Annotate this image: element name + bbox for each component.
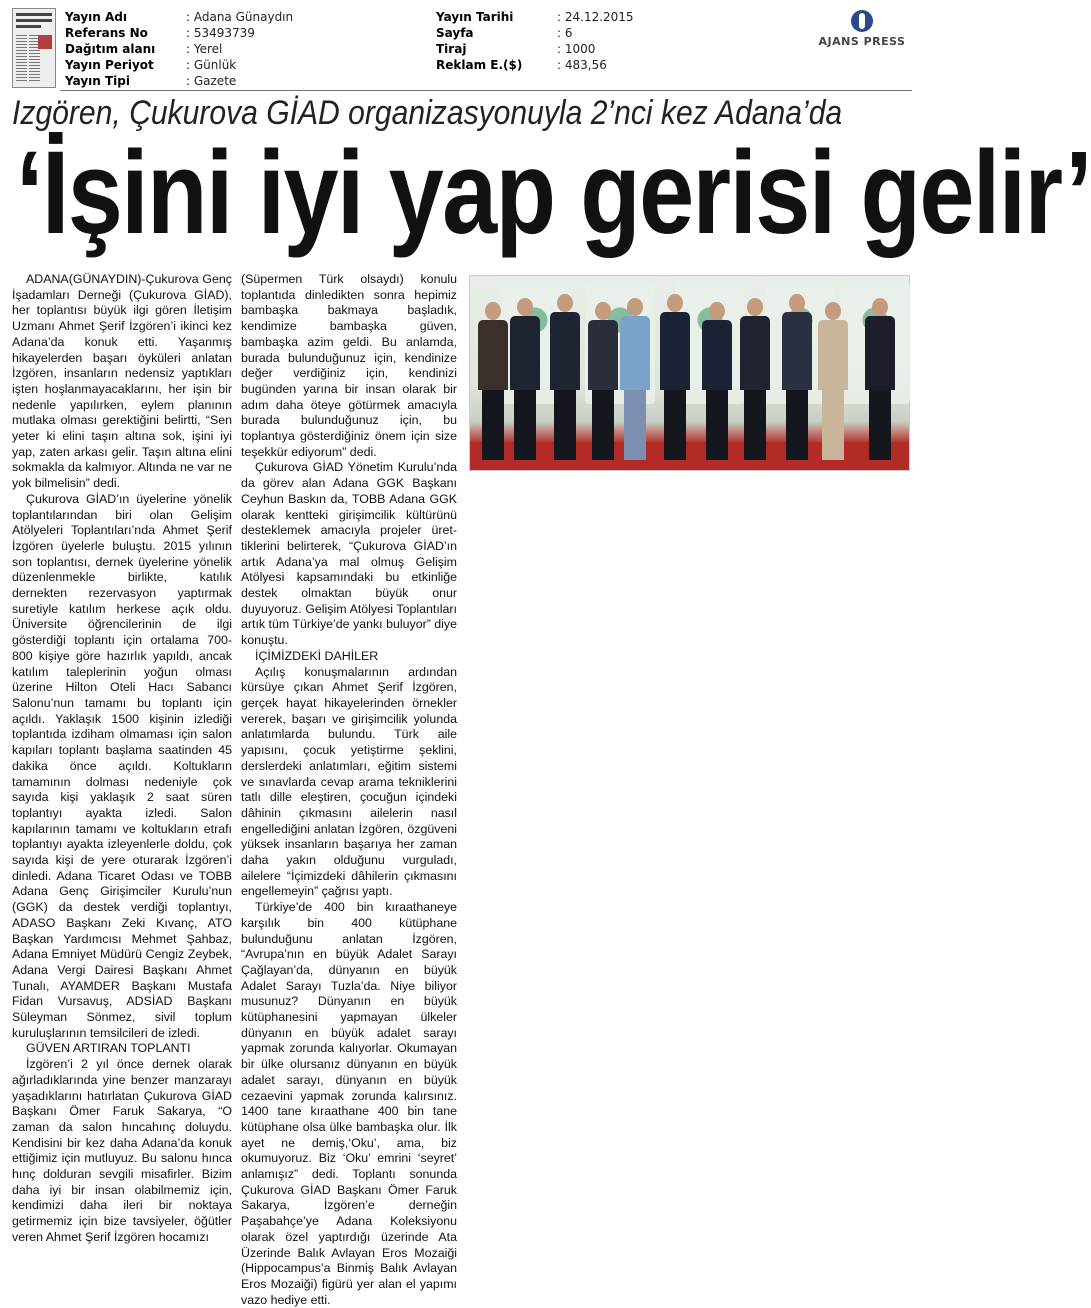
meta-value: : 6	[557, 26, 573, 40]
article-subhead: Izgören, Çukurova GİAD organizasyonuyla 2’nci kez Adana’da	[12, 94, 843, 132]
meta-key: Sayfa	[436, 26, 474, 40]
meta-value: : 1000	[557, 42, 596, 56]
meta-value: : 483,56	[557, 58, 607, 72]
meta-key: Yayın Adı	[65, 10, 127, 24]
meta-row	[436, 57, 634, 73]
meta-value: : Günlük	[186, 58, 237, 72]
photo-person	[818, 302, 848, 460]
article-headline: ‘İşini iyi yap gerisi gelir’	[16, 127, 1091, 259]
ajans-press-logo	[814, 10, 910, 52]
article-column-1	[12, 272, 232, 1246]
meta-value: : 53493739	[186, 26, 255, 40]
meta-row	[65, 9, 293, 25]
section-heading: İÇİMİZDEKİ DAHİLER	[255, 648, 379, 663]
meta-row	[65, 57, 293, 73]
photo-person	[478, 302, 508, 460]
meta-row	[436, 41, 634, 57]
article-column-2	[241, 272, 457, 1308]
photo-person	[702, 302, 732, 460]
photo-person	[588, 302, 618, 460]
meta-row	[65, 41, 293, 57]
meta-key: Reklam E.($)	[436, 58, 523, 72]
photo-person	[510, 298, 540, 460]
meta-row	[436, 9, 634, 25]
meta-key: Yayın Tarihi	[436, 10, 514, 24]
article-paragraph: Türkiye’de 400 bin kıraathaneye karşılık bin 400 kütüphane bulunduğunu anlatan İzgören, “Avrupa’nın en büyük Adalet Sarayı Çağlayan’da, dünyanın en büyük Adalet Sarayı Tuzla’da. Niye biliyor musunuz? Dünyanın en büyük kütüphanesini yapmayan ülkeler dünyanın en büyük adalet sarayı yapmak zorunda kalıyorlar. Okumayan bir ülke olursanız dünyanın en büyük adalet sarayı, dünyanın en büyük cezaevini yapmak zorunda kalırsınız. 1400 tane kıraathane 400 bin tane kütüphane olsa ülke bambaşka olur. İlk ayet ne demiş,‘Oku’, ama, biz okumuyoruz. Biz ‘Oku’ emrini ‘seyret’ anlamışız” dedi. Toplantı sonunda Çukurova GİAD Başkanı Ömer Faruk Sakarya, İzgören’e derneğin Paşabahçe’ye Adana Koleksiyonu olarak özel yaptırdığı üzerinde Ata Üzerinde Balık Avlayan Eros Mozaiği (Hippocampus’a Binmiş Balık Avlayan Eros Mozaiği) figürü yer alan el yapımı vazo hediye etti.	[241, 900, 457, 1307]
meta-value: : 24.12.2015	[557, 10, 634, 24]
article-paragraph: Çukurova GİAD Yönetim Kurulu’nda da görev alan Adana GGK Başkanı Ceyhun Baskın da, TOBB Adana GGK olarak kentteki girişimcilik kültürünü desteklemek amacıyla projeler ürettiklerini belirterek, “Çukurova GİAD’ın artık Adana’ya mal olmuş Gelişim Atölyesi kapsamındaki bu etkinliğe destek olmaktan büyük onur duyuyoruz. Gelişim Atölyesi Toplantıları artık tüm Türkiye’de yankı buluyor” diye konuştu.	[241, 460, 458, 648]
meta-row	[436, 25, 634, 41]
photo-person	[660, 294, 690, 460]
article-photo	[469, 275, 910, 471]
logo-text: AJANS PRESS	[818, 35, 906, 48]
meta-row	[65, 73, 293, 89]
ajans-press-logo-icon	[851, 10, 873, 32]
article-paragraph: (Süpermen Türk olsaydı) konulu toplantıda dinledikten sonra hepimiz bambaşka bakmaya başladık, kendimize bambaşka güven, bambaşka azim geldi. Bu anlamda, burada bulunduğunuz için, kendinize değer verdiğiniz için, kendinizi bugünden yarına bir insan olarak bir adım daha öteye götürmek amacıyla burada bulunduğunuz için, bu toplantıya gösterdiğiniz önem için size teşekkür ediyorum” dedi.	[241, 272, 457, 459]
article-paragraph: ADANA(GÜNAYDIN)-Çukurova Genç İşadamları Derneği (Çukurova GİAD), her toplantısı büyük ilgi gören İletişim Uzmanı Ahmet Şerif İzgören’i ikinci kez Adana’da konuk etti. Yaşanmış hikayelerden başarı öyküleri anlatan İzgören, insanların nedensiz yaptıkları işten hoşlanmayacaklarını, her işin bir nedenle yapılırken, eylem planının mutlaka olması gerektiğini belirtti, “Sen yeter ki elini taşın altına sok, işini iyi yap, zaten arkası gelir. Taşın altına elini sokmakla da kalmıyor. Altında ne var ne yok bilmelisin” dedi.	[12, 272, 232, 491]
photo-person	[782, 294, 812, 460]
meta-key: Yayın Tipi	[65, 74, 130, 88]
meta-key: Referans No	[65, 26, 148, 40]
meta-key: Dağıtım alanı	[65, 42, 156, 56]
section-heading: GÜVEN ARTIRAN TOPLANTI	[26, 1041, 191, 1056]
header-divider	[60, 90, 912, 91]
page-thumbnail	[12, 8, 56, 88]
meta-value: : Adana Günaydın	[186, 10, 294, 24]
photo-person	[740, 298, 770, 460]
meta-key: Yayın Periyot	[65, 58, 154, 72]
photo-person	[550, 294, 580, 460]
meta-value: : Gazete	[186, 74, 237, 88]
photo-person	[620, 298, 650, 460]
publication-meta-left	[65, 9, 293, 89]
article-paragraph: İzgören’i 2 yıl önce dernek olarak ağırladıklarında yine benzer manzarayı yaşadıklarını hatırlatan Çukurova GİAD Başkanı Ömer Faruk Sakarya, “O zaman da salon hıncahınç doluydu. Kendisini bir kez daha Adana’da konuk ettiğimiz için mutluyuz. Bu salonu hınca hınç dolduran sevgili misafirler. Bizim daha iyi bir insan olabilmemiz için, kendimizi daha ileri bir noktaya getirmemiz için bize tavsiyeler, öğütler veren Ahmet Şerif İzgören hocamızı	[12, 1057, 232, 1244]
meta-value: : Yerel	[186, 42, 223, 56]
publication-meta-right	[436, 9, 634, 73]
article-paragraph: Açılış konuşmalarının ardından kürsüye çıkan Ahmet Şerif İzgören, gerçek hayat hikayelerinden örnekler vererek, başarı ve girişimcilik yolunda anlatımlarda bulundu. Türk aile yapısını, çocuk yetiştirme şeklini, derslerdeki anlatımları, eğitim sistemi ve sınavlarda cevap arama tekniklerini tatlı dille eleştiren, çocuğun içindeki dâhinin çıkmasını ailelerin nasıl engellediğini anlatan İzgören, özgüveni yüksek insanların başarıya her zaman daha yakın olduğunu vurguladı, ailelere “İçimizdeki dâhilerin çıkmasını engellemeyin” çağrısı yaptı.	[241, 664, 457, 899]
photo-person	[865, 298, 895, 460]
meta-row	[65, 25, 293, 41]
meta-key: Tiraj	[436, 42, 467, 56]
article-paragraph: Çukurova GİAD’ın üyelerine yönelik toplantılarından biri olan Gelişim Atölyeleri Toplantıları’nda Ahmet Şerif İzgören üyelerle buluştu. 2015 yılının son toplantısı, dernek üyelerine yönelik düzenlenmekle birlikte, katılık dernekten rezervasyon yaptırmak suretiyle katılım herkese açık oldu. Üniversite öğrencilerinin de ilgi gösterdiği toplantı için ortalama 700-800 kişiye göre hazırlık yapıldı, ancak katılım taleplerinin yoğun olması üzerine Hilton Oteli Hacı Sabancı Salonu’nun tamamı bu toplantı için açıldı. Yaklaşık 1500 kişinin izlediği toplantıda izdiham olmaması için salon kapıları toplantı başlama saatinden 45 dakika önce açıldı. Koltukların tamamının dolması nedeniyle çok sayıda kişi yaklaşık 2 saat süren toplantıyı ayakta izledi. Salon kapılarının tamamı ve koltukların etrafı toplantıyı ayakta izleyenlerle doldu, çok sayıda kişi de yere oturarak İzgören’i dinledi. Adana Ticaret Odası ve TOBB Adana Genç Girişimciler Kurulu’nun (GGK) da destek verdiği toplantıyı, ADASO Başkanı Zeki Kıvanç, ATO Başkan Yardımcısı Mehmet Şahbaz, Adana Emniyet Müdürü Cengiz Zeybek, Adana Vergi Dairesi Başkanı Ahmet Tunalı, AYAMDER Başkanı Mustafa Fidan Vursavuş, ADSİAD Başkanı Süleyman Sönmez, sivil toplum kuruluşlarının temsilcileri de izledi.	[12, 491, 232, 1040]
